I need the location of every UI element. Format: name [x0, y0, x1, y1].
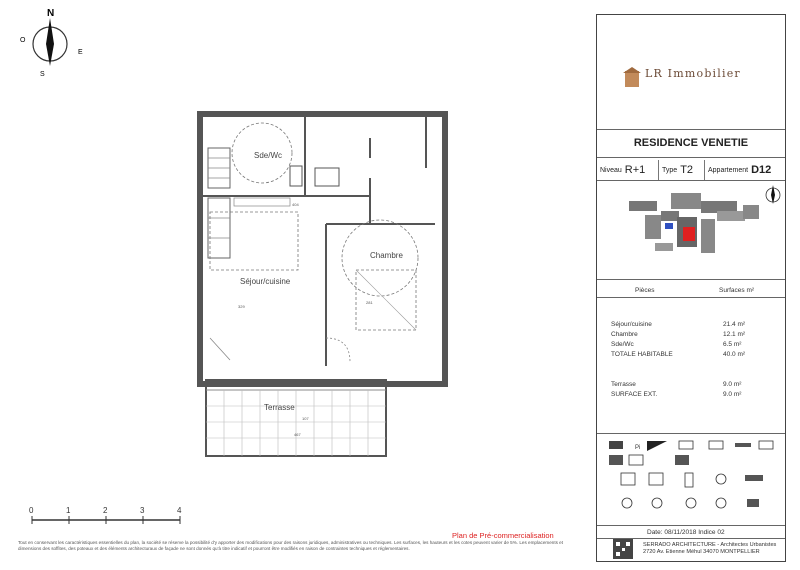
- row-value: 21.4 m²: [723, 321, 746, 328]
- exterior-wall: [200, 114, 445, 384]
- door-arc: [326, 338, 350, 362]
- label-sejour: Séjour/cuisine: [240, 277, 291, 286]
- dim-107: 107: [302, 416, 309, 421]
- info-row: [597, 160, 785, 180]
- appt-label: Appartement: [708, 166, 749, 174]
- niveau-cell: [597, 160, 659, 180]
- label-sdewc: Sde/Wc: [254, 151, 283, 160]
- row-label: Séjour/cuisine: [611, 321, 652, 328]
- dim-467: 467: [294, 432, 301, 437]
- row-label: SURFACE EXT.: [611, 391, 658, 398]
- architect-name: SERRADO ARCHITECTURE - Architectes Urbanistes: [643, 542, 777, 548]
- scale-tick-0: 0: [29, 506, 34, 515]
- separator: [597, 279, 785, 280]
- key-plan: [625, 187, 777, 277]
- type-label: Type: [662, 166, 678, 174]
- row-label: Sde/Wc: [611, 341, 634, 348]
- row-label: Chambre: [611, 331, 638, 338]
- label-chambre: Chambre: [370, 251, 403, 260]
- keyplan-highlight: [683, 227, 695, 241]
- mini-compass: [763, 183, 783, 205]
- architect-address: 2720 Av. Etienne Méhul 34070 MONTPELLIER: [643, 549, 760, 556]
- appt-value: D12: [751, 164, 772, 176]
- lavabo: [315, 168, 339, 186]
- architect-logo: [613, 539, 633, 559]
- type-value: T2: [680, 164, 694, 176]
- row-label: TOTALE HABITABLE: [611, 351, 673, 358]
- separator: [597, 129, 785, 130]
- row-label: Terrasse: [611, 381, 636, 388]
- scale-tick-3: 3: [140, 506, 145, 515]
- surface-header: [597, 283, 785, 301]
- type-cell: [659, 160, 705, 180]
- scale-bar: [26, 506, 196, 530]
- row-value: 40.0 m²: [723, 351, 746, 358]
- label-terrasse: Terrasse: [264, 403, 295, 412]
- appt-cell: [705, 160, 785, 180]
- date-indice: Date: 08/11/2018 Indice 02: [647, 529, 725, 536]
- compass-o: O: [20, 37, 26, 44]
- kitchen-counter: [208, 198, 230, 258]
- compass-n: N: [47, 8, 55, 19]
- logo-emblem: [625, 71, 639, 87]
- niveau-label: Niveau: [600, 166, 622, 174]
- row-value: 6.5 m²: [723, 341, 742, 348]
- col-pieces: Pièces: [635, 287, 655, 294]
- title-block: [596, 14, 786, 562]
- dim-329: 329: [238, 304, 245, 309]
- brand-name: LR Immobilier: [645, 67, 741, 80]
- disclaimer-text: Tout en conservant les caractéristiques essentielles du plan, la société se réserve la possibilité d'y apporter des modifications pour des raisons juridiques, administratives ou techniques. Les surfaces, les hauteurs et les cotes peuvent varier de 5%. Les emplacements et dimensions des soffites, des poteaux et des éléments architecturaux de façade ne sont donnés qu'à titre indicatif et pourront être modifiés en raison de contraintes techniques et réglementaires.: [18, 540, 564, 552]
- dim-281: 281: [366, 300, 373, 305]
- legend-pi: Pi: [635, 445, 641, 451]
- residence-title: RESIDENCE VENETIE: [633, 137, 749, 149]
- row-value: 9.0 m²: [723, 381, 742, 388]
- floor-plan: [190, 108, 460, 468]
- architect-info: [643, 542, 776, 557]
- window-mark: [210, 338, 230, 360]
- row-value: 12.1 m²: [723, 331, 746, 338]
- scale-tick-4: 4: [177, 506, 182, 515]
- dim-404: 404: [292, 202, 299, 207]
- compass-s: S: [40, 71, 45, 78]
- separator: [597, 297, 785, 298]
- cabinet: [234, 198, 290, 206]
- scale-tick-1: 1: [66, 506, 71, 515]
- compass-needle: [46, 18, 54, 66]
- separator: [597, 157, 785, 158]
- col-surfaces: Surfaces m²: [719, 287, 755, 294]
- sejour-zone: [210, 212, 298, 270]
- row-value: 9.0 m²: [723, 391, 742, 398]
- compass-rose: [14, 4, 94, 80]
- compass-e: E: [78, 49, 83, 56]
- separator: [597, 433, 785, 434]
- wc: [290, 166, 302, 186]
- separator: [597, 525, 785, 526]
- terrasse-tiles: [206, 390, 386, 456]
- precom-label: Plan de Pré-commercialisation: [452, 531, 554, 540]
- legend: [603, 439, 779, 523]
- separator: [597, 180, 785, 181]
- scale-tick-2: 2: [103, 506, 108, 515]
- niveau-value: R+1: [624, 164, 646, 176]
